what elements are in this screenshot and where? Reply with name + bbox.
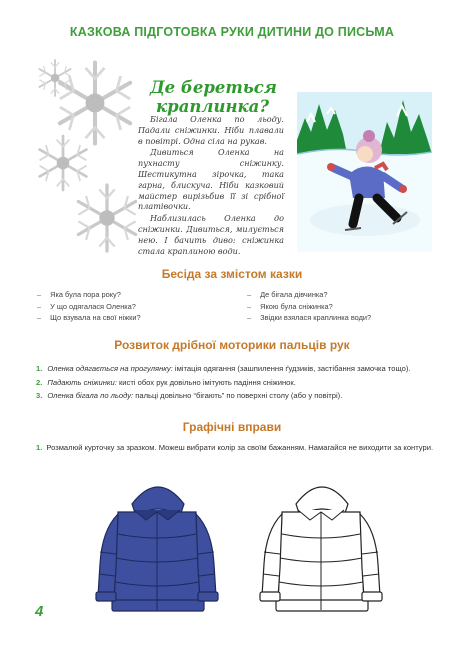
questions-left: [37, 289, 141, 324]
snowflake-icon: [39, 60, 70, 96]
exercise-item: 2. Падають сніжинки: кисті обох рук довільно імітують падіння сніжинок.: [36, 377, 296, 387]
questions-right: [247, 289, 371, 324]
snowflakes-decoration: [35, 48, 153, 263]
exercise-item: 1. Оленка одягається на прогулянку: імітація одягання (зашпилення ґудзиків, застібання замочка тощо).: [36, 364, 411, 373]
snowflake-icon: [78, 185, 135, 251]
snowflake-icon: [60, 63, 130, 144]
story-title: Де береться краплинка?: [150, 78, 277, 116]
question-item: – Якою була сніжинка?: [247, 301, 371, 313]
graphic-task: 1. Розмалюй курточку за зразком. Можеш вибрати колір за своїм бажанням. Намагайся не виходити за контури.: [36, 443, 434, 452]
outline-jacket-to-color[interactable]: [252, 472, 392, 617]
discussion-title: Бесіда за змістом казки: [161, 267, 303, 281]
story-paragraph: Наблизилась Оленка до сніжинки. Дивиться, милується нею. І бачить диво: сніжинка стала краплиною води.: [138, 213, 284, 256]
question-item: – У що одягалася Оленка?: [37, 301, 141, 313]
question-item: – Яка була пора року?: [37, 289, 141, 301]
graphic-exercises-title: Графічні вправи: [182, 420, 282, 434]
motor-skills-title: Розвиток дрібної моторики пальців рук: [114, 338, 350, 352]
page-header: КАЗКОВА ПІДГОТОВКА РУКИ ДИТИНИ ДО ПИСЬМА: [69, 25, 395, 39]
story-paragraph: Дивиться Оленка на пухнасту сніжинку. Шестикутна зірочка, така гарна, блискуча. Ніби казковий майстер вирізьбив її зі срібної платівочки.: [138, 147, 284, 212]
exercise-item: 3. Оленка бігала по льоду: пальці довільно “бігають” по поверхні столу (або у повітрі).: [36, 391, 343, 400]
question-item: – Що взувала на свої ніжки?: [37, 312, 141, 324]
colored-jacket-sample: [88, 472, 228, 617]
story-paragraph: Бігала Оленка по льоду. Падали сніжинки. Ніби плавали в повітрі. Одна сіла на рукав.: [138, 114, 284, 146]
question-item: – Звідки взялася краплинка води?: [247, 312, 371, 324]
snowflake-icon: [40, 136, 87, 190]
skating-girl-illustration: [297, 92, 432, 252]
page-number: 4: [35, 603, 44, 620]
question-item: – Де бігала дівчинка?: [247, 289, 371, 301]
motor-skills-list: [36, 362, 436, 403]
story-text: [138, 114, 284, 257]
